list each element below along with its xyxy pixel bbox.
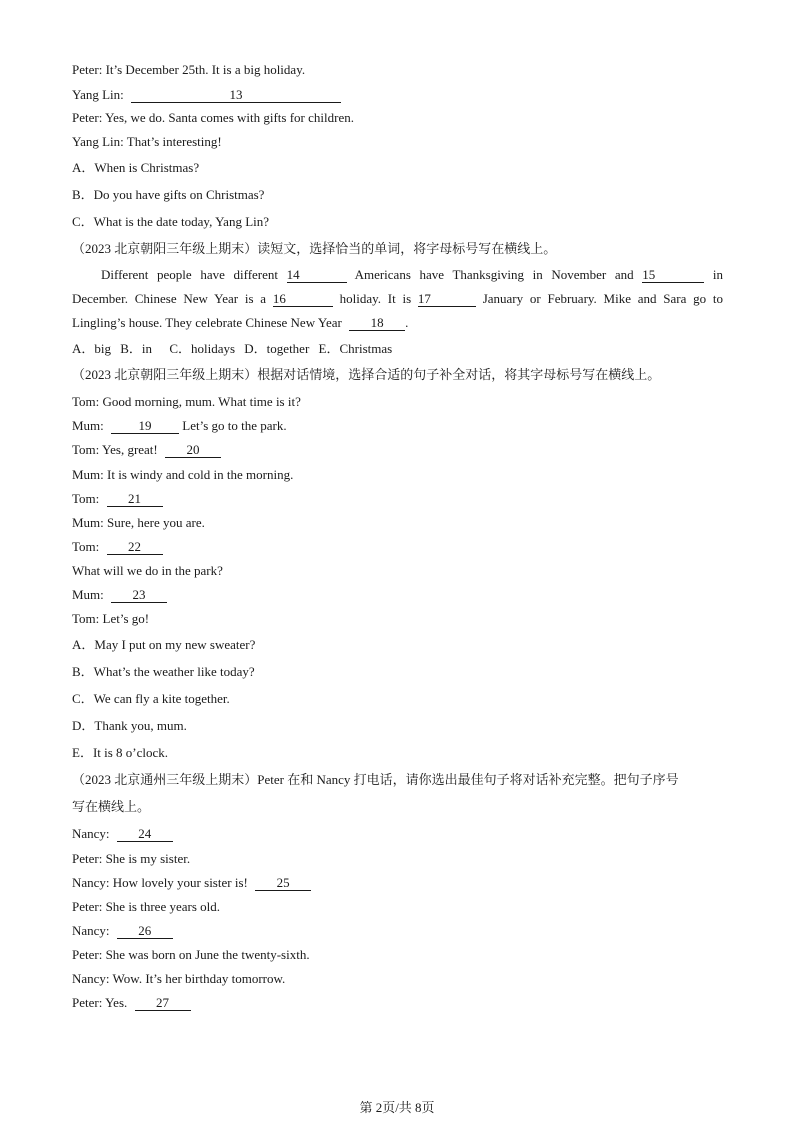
- speaker-label: Tom:: [72, 539, 100, 554]
- dialogue-line: [72, 442, 221, 458]
- dialogue-line: [72, 995, 191, 1011]
- option-c: C．What is the date today, Yang Lin?: [72, 214, 270, 229]
- dialogue-line: What will we do in the park?: [72, 563, 223, 578]
- answer-blank-23[interactable]: 23: [111, 588, 167, 603]
- page-number: 第 2页/共 8页: [359, 1100, 435, 1115]
- passage-text: Different people have different: [101, 267, 279, 282]
- dialogue-line: [72, 923, 173, 939]
- option-a: A．May I put on my new sweater?: [72, 637, 256, 652]
- dialogue-line: Tom: Let’s go!: [72, 611, 150, 626]
- dialogue-text: Let’s go to the park.: [182, 418, 287, 433]
- speaker-label: Nancy:: [72, 826, 110, 841]
- section-instruction: 写在横线上。: [72, 799, 151, 814]
- dialogue-line: Nancy: Wow. It’s her birthday tomorrow.: [72, 971, 286, 986]
- dialogue-line: Yang Lin: That’s interesting!: [72, 134, 222, 149]
- word-option: C．holidays: [169, 341, 236, 356]
- option-a: A．When is Christmas?: [72, 160, 200, 175]
- word-option: E．Christmas: [318, 341, 393, 356]
- dialogue-line: [72, 826, 173, 842]
- answer-blank-20[interactable]: 20: [165, 443, 221, 458]
- answer-blank-19[interactable]: 19: [111, 419, 179, 434]
- passage-text: Americans have Thanksgiving in November and: [354, 267, 634, 282]
- dialogue-line: Peter: She was born on June the twenty-sixth.: [72, 947, 310, 962]
- option-b: B．Do you have gifts on Christmas?: [72, 187, 265, 202]
- answer-blank-13[interactable]: 13: [131, 88, 341, 103]
- answer-blank-14[interactable]: 14: [287, 268, 347, 283]
- dialogue-line: [72, 875, 311, 891]
- section-instruction: （2023 北京朝阳三年级上期末）根据对话情境，选择合适的句子补全对话，将其字母标号写在横线上。: [72, 367, 661, 382]
- word-option: A．big: [72, 341, 112, 356]
- dialogue-line: Peter: It’s December 25th. It is a big holiday.: [72, 62, 306, 77]
- answer-blank-21[interactable]: 21: [107, 492, 163, 507]
- dialogue-line: [72, 87, 341, 103]
- passage-text: Lingling’s house. They celebrate Chinese New Year: [72, 315, 342, 330]
- dialogue-line: Mum: It is windy and cold in the morning.: [72, 467, 294, 482]
- passage-text: in: [712, 267, 724, 282]
- dialogue-text: Nancy: How lovely your sister is!: [72, 875, 248, 890]
- speaker-label: Tom:: [72, 491, 100, 506]
- speaker-label: Mum:: [72, 418, 104, 433]
- dialogue-line: [72, 418, 287, 434]
- passage-text: holiday. It is: [339, 291, 412, 306]
- option-b: B．What’s the weather like today?: [72, 664, 255, 679]
- answer-blank-22[interactable]: 22: [107, 540, 163, 555]
- dialogue-line: Peter: She is my sister.: [72, 851, 191, 866]
- word-option: D．together: [244, 341, 310, 356]
- answer-blank-15[interactable]: 15: [642, 268, 704, 283]
- section-instruction: （2023 北京通州三年级上期末）Peter 在和 Nancy 打电话，请你选出最佳句子将对话补充完整。把句子序号: [72, 772, 679, 787]
- answer-blank-18[interactable]: 18: [349, 316, 405, 331]
- passage-text: .: [405, 315, 409, 330]
- answer-blank-27[interactable]: 27: [135, 996, 191, 1011]
- speaker-label: Mum:: [72, 587, 104, 602]
- word-options: [72, 341, 398, 357]
- answer-blank-17[interactable]: 17: [418, 292, 476, 307]
- answer-blank-26[interactable]: 26: [117, 924, 173, 939]
- dialogue-line: Peter: Yes, we do. Santa comes with gifts for children.: [72, 110, 354, 125]
- speaker-label: Nancy:: [72, 923, 110, 938]
- passage-text: January or February. Mike and Sara go to: [482, 291, 724, 306]
- dialogue-line: [72, 587, 167, 603]
- dialogue-text: Tom: Yes, great!: [72, 442, 158, 457]
- option-e: E．It is 8 o’clock.: [72, 745, 169, 760]
- dialogue-line: [72, 491, 163, 507]
- section-instruction: （2023 北京朝阳三年级上期末）读短文，选择恰当的单词，将字母标号写在横线上。: [72, 241, 557, 256]
- answer-blank-25[interactable]: 25: [255, 876, 311, 891]
- dialogue-line: Tom: Good morning, mum. What time is it?: [72, 394, 301, 409]
- word-option: B．in: [120, 341, 153, 356]
- passage-line: [72, 267, 723, 283]
- dialogue-line: Mum: Sure, here you are.: [72, 515, 205, 530]
- dialogue-line: [72, 539, 163, 555]
- dialogue-text: Peter: Yes.: [72, 995, 128, 1010]
- passage-text: December. Chinese New Year is a: [72, 291, 267, 306]
- passage-line: [72, 291, 723, 307]
- dialogue-line: Peter: She is three years old.: [72, 899, 221, 914]
- answer-blank-24[interactable]: 24: [117, 827, 173, 842]
- passage-line: [72, 315, 408, 331]
- speaker-label: Yang Lin:: [72, 87, 124, 102]
- option-c: C．We can fly a kite together.: [72, 691, 230, 706]
- answer-blank-16[interactable]: 16: [273, 292, 333, 307]
- option-d: D．Thank you, mum.: [72, 718, 187, 733]
